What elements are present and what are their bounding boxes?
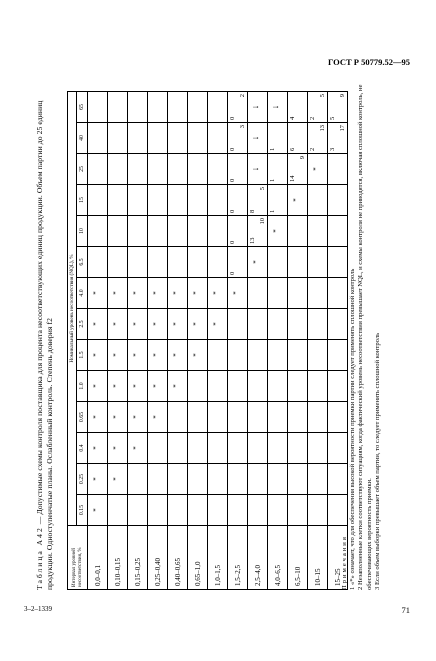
table-cell — [108, 92, 128, 123]
table-cell — [208, 154, 228, 185]
table-cell — [128, 154, 148, 185]
table-cell — [188, 371, 208, 402]
column-header: 1.0 — [77, 371, 88, 402]
notes-title: Примечания — [341, 535, 348, 590]
table-cell — [308, 309, 328, 340]
row-label: 6,5–10 — [288, 526, 308, 590]
table-cell — [88, 92, 108, 123]
asterisk-mark: * — [92, 322, 100, 326]
asterisk-mark: * — [132, 446, 140, 450]
asterisk-mark: * — [92, 477, 100, 481]
row-label: 2,5–4,0 — [248, 526, 268, 590]
table-cell — [248, 123, 268, 154]
acceptance-number: 13 — [319, 125, 326, 132]
table-cell — [268, 340, 288, 371]
table-cell — [108, 123, 128, 154]
note-3: 3 Если объем выборки превышает объем партии, то следует применять сплошной контроль — [373, 332, 381, 590]
sample-size: 0 — [229, 116, 236, 120]
arrow-down-icon: ↓ — [250, 135, 260, 141]
row-label: 0,40–0,65 — [168, 526, 188, 590]
sample-size: 6 — [289, 147, 296, 151]
table-cell — [168, 247, 188, 278]
sample-size: 1 — [269, 209, 276, 213]
table-cell — [168, 92, 188, 123]
table-cell — [208, 247, 228, 278]
sample-size: 4 — [289, 116, 296, 120]
table-cell — [88, 247, 108, 278]
table-cell — [308, 92, 328, 123]
sample-size: 13 — [249, 237, 256, 244]
table-cell — [108, 154, 128, 185]
table-cell — [108, 402, 128, 433]
corner-header: Интервал уровней несоответствия, % — [68, 526, 88, 590]
table-cell — [148, 309, 168, 340]
table-cell — [88, 123, 108, 154]
row-label: 0,0–0,1 — [88, 526, 108, 590]
table-cell — [168, 309, 188, 340]
table-cell — [88, 340, 108, 371]
table-cell — [288, 278, 308, 309]
table-cell — [188, 123, 208, 154]
asterisk-mark: * — [212, 291, 220, 295]
table-cell — [268, 495, 288, 526]
page-number: 71 — [401, 605, 410, 615]
table-cell — [128, 340, 148, 371]
table-cell — [268, 278, 288, 309]
table-cell — [128, 123, 148, 154]
table-row — [268, 92, 288, 590]
table-cell — [268, 464, 288, 495]
table-cell — [108, 433, 128, 464]
table-cell — [88, 216, 108, 247]
table-cell — [168, 495, 188, 526]
table-cell — [308, 340, 328, 371]
asterisk-mark: * — [212, 322, 220, 326]
print-code: 3–2–1339 — [24, 605, 52, 613]
asterisk-mark: * — [112, 415, 120, 419]
asterisk-mark: * — [112, 477, 120, 481]
table-cell — [148, 402, 168, 433]
table-cell — [188, 402, 208, 433]
arrow-down-icon: ↓ — [270, 104, 280, 110]
asterisk-mark: * — [92, 415, 100, 419]
table-cell — [188, 433, 208, 464]
table-cell — [208, 402, 228, 433]
group-header: Номинальный уровень несоответствия (NQL), % — [68, 92, 77, 526]
table-cell — [168, 123, 188, 154]
asterisk-mark: * — [132, 384, 140, 388]
asterisk-mark: * — [132, 415, 140, 419]
asterisk-mark: * — [252, 260, 260, 264]
table-cell — [188, 92, 208, 123]
table-cell — [248, 495, 268, 526]
table-cell — [268, 402, 288, 433]
table-cell — [108, 371, 128, 402]
table-cell — [168, 185, 188, 216]
notes — [341, 82, 382, 590]
arrow-down-icon: ↓ — [250, 104, 260, 110]
asterisk-mark: * — [172, 322, 180, 326]
asterisk-mark: * — [272, 229, 280, 233]
sample-size: 0 — [229, 240, 236, 244]
sample-size: 0 — [229, 147, 236, 151]
table-cell — [208, 371, 228, 402]
column-header: 6.5 — [77, 247, 88, 278]
sample-size: 0 — [229, 178, 236, 182]
table-cell — [148, 247, 168, 278]
table-cell — [88, 402, 108, 433]
note-1: 1 «*» означает, что для обеспечения высокой вероятности приемки партии следует применять сплошной контроль — [349, 268, 357, 590]
table-cell — [188, 309, 208, 340]
table-cell — [148, 92, 168, 123]
table-cell — [308, 247, 328, 278]
table-cell — [128, 464, 148, 495]
table-cell — [288, 247, 308, 278]
table-cell — [248, 340, 268, 371]
acceptance-number: 5 — [319, 94, 326, 98]
table-cell — [108, 185, 128, 216]
acceptance-number: 17 — [339, 125, 346, 132]
table-cell — [288, 495, 308, 526]
table-cell — [208, 433, 228, 464]
row-label: 4,0–6,5 — [268, 526, 288, 590]
row-label: 0,25–0,40 — [148, 526, 168, 590]
table-cell — [228, 185, 248, 216]
asterisk-mark: * — [92, 508, 100, 512]
row-label: 0,15–0,25 — [128, 526, 148, 590]
acceptance-number: 2 — [239, 94, 246, 98]
table-cell — [108, 464, 128, 495]
column-header: 25 — [77, 154, 88, 185]
asterisk-mark: * — [112, 384, 120, 388]
table-cell — [88, 309, 108, 340]
table-cell — [228, 247, 248, 278]
sample-size: 1 — [269, 147, 276, 151]
table-cell — [188, 216, 208, 247]
sample-size: 1 — [269, 178, 276, 182]
row-label: 15–25 — [328, 526, 348, 590]
table-cell — [248, 154, 268, 185]
table-cell — [208, 278, 228, 309]
sample-size: 14 — [289, 175, 296, 182]
table-cell — [128, 402, 148, 433]
table-cell — [128, 433, 148, 464]
table-cell — [168, 433, 188, 464]
asterisk-mark: * — [92, 353, 100, 357]
table-cell — [228, 464, 248, 495]
table-cell — [268, 185, 288, 216]
table-cell — [288, 340, 308, 371]
table-cell — [248, 402, 268, 433]
table-cell — [248, 278, 268, 309]
acceptance-number: 9 — [339, 94, 346, 98]
table-cell — [148, 340, 168, 371]
table-cell — [188, 340, 208, 371]
column-header: 40 — [77, 123, 88, 154]
table-cell — [168, 371, 188, 402]
table-row — [168, 92, 188, 590]
asterisk-mark: * — [292, 198, 300, 202]
column-header: 0.4 — [77, 433, 88, 464]
table-cell — [148, 154, 168, 185]
table-cell — [288, 185, 308, 216]
sample-size: 0 — [229, 271, 236, 275]
table-cell — [248, 92, 268, 123]
sample-size: 2 — [309, 116, 316, 120]
table-cell — [228, 340, 248, 371]
table-cell — [208, 340, 228, 371]
table-cell — [228, 495, 248, 526]
table-row — [128, 92, 148, 590]
row-label: 10–15 — [308, 526, 328, 590]
table-cell — [108, 495, 128, 526]
note-2: 2 Незаполненные клетки соответствуют ситуациям, когда фактический уровень несоответствия превышает NQL, и схемы контроля не приводятся, включая сплошной контроль, не обеспечивающих вероятность приемки. — [357, 84, 373, 590]
sample-size: 3 — [329, 147, 336, 151]
table-cell — [128, 495, 148, 526]
table-cell — [268, 123, 288, 154]
table-cell — [268, 92, 288, 123]
asterisk-mark: * — [152, 322, 160, 326]
asterisk-mark: * — [112, 322, 120, 326]
table-row — [248, 92, 268, 590]
row-label: 0,65–1,0 — [188, 526, 208, 590]
table-cell — [188, 185, 208, 216]
asterisk-mark: * — [92, 384, 100, 388]
table-row — [148, 92, 168, 590]
asterisk-mark: * — [132, 322, 140, 326]
acceptance-number: 9 — [299, 156, 306, 160]
table-cell — [208, 123, 228, 154]
caption-label: Таблица А42 — [35, 526, 44, 590]
table-cell — [128, 185, 148, 216]
asterisk-mark: * — [232, 291, 240, 295]
asterisk-mark: * — [132, 291, 140, 295]
asterisk-mark: * — [192, 353, 200, 357]
table-cell — [228, 123, 248, 154]
table-cell — [188, 278, 208, 309]
sample-size: 8 — [249, 209, 256, 213]
table-cell — [168, 154, 188, 185]
table-cell — [308, 464, 328, 495]
table-cell — [148, 433, 168, 464]
table-cell — [208, 309, 228, 340]
table-cell — [88, 185, 108, 216]
table-cell — [128, 278, 148, 309]
table-cell — [288, 123, 308, 154]
table-cell — [308, 433, 328, 464]
table-cell — [248, 247, 268, 278]
table-cell — [148, 123, 168, 154]
column-header: 10 — [77, 216, 88, 247]
table-row — [188, 92, 208, 590]
column-header: 2.5 — [77, 309, 88, 340]
table-cell — [268, 247, 288, 278]
table-cell — [88, 464, 108, 495]
table-cell — [228, 154, 248, 185]
table-cell — [128, 92, 148, 123]
table-cell — [248, 309, 268, 340]
asterisk-mark: * — [152, 384, 160, 388]
acceptance-number: 10 — [259, 218, 266, 225]
table-cell — [288, 402, 308, 433]
table-cell — [248, 216, 268, 247]
table-cell — [128, 371, 148, 402]
table-cell — [228, 216, 248, 247]
table-cell — [148, 216, 168, 247]
table-cell — [228, 402, 248, 433]
table-cell — [268, 433, 288, 464]
arrow-down-icon: ↓ — [250, 166, 260, 172]
table-cell — [128, 309, 148, 340]
table-cell — [308, 278, 328, 309]
table-cell — [228, 278, 248, 309]
row-label: 1,0–1,5 — [208, 526, 228, 590]
table-cell — [288, 154, 308, 185]
asterisk-mark: * — [172, 384, 180, 388]
row-label: 0,10–0,15 — [108, 526, 128, 590]
asterisk-mark: * — [132, 353, 140, 357]
table-cell — [208, 495, 228, 526]
table-cell — [88, 433, 108, 464]
table-cell — [88, 278, 108, 309]
table-cell — [268, 154, 288, 185]
table-cell — [228, 371, 248, 402]
table-cell — [108, 216, 128, 247]
row-label: 1,5–2,5 — [228, 526, 248, 590]
table-cell — [308, 123, 328, 154]
table-cell — [168, 340, 188, 371]
document-id: ГОСТ Р 50779.52—95 — [327, 57, 410, 67]
acceptance-number: 3 — [239, 125, 246, 129]
sample-size: 5 — [329, 116, 336, 120]
table-cell — [228, 92, 248, 123]
table-cell — [108, 247, 128, 278]
column-header: 0.15 — [77, 495, 88, 526]
table-cell — [308, 371, 328, 402]
asterisk-mark: * — [152, 353, 160, 357]
table-caption — [35, 82, 55, 590]
table-cell — [208, 92, 228, 123]
asterisk-mark: * — [192, 291, 200, 295]
table-cell — [188, 495, 208, 526]
table-row — [308, 92, 328, 590]
column-header: 0.25 — [77, 464, 88, 495]
table-cell — [128, 247, 148, 278]
table-cell — [148, 278, 168, 309]
table-cell — [108, 340, 128, 371]
table-cell — [268, 371, 288, 402]
table-cell — [128, 216, 148, 247]
table-row — [228, 92, 248, 590]
table-cell — [288, 92, 308, 123]
table-cell — [148, 495, 168, 526]
table-cell — [148, 464, 168, 495]
table-cell — [168, 402, 188, 433]
column-header: 65 — [77, 92, 88, 123]
asterisk-mark: * — [92, 446, 100, 450]
table-cell — [288, 464, 308, 495]
caption-text: — Допустимые схемы контроля поставщика для процента несоответствующих единиц продукции. Объем партии до 25 единиц продукции. Одноступенчатые планы. Ослабленный контроль. Степень доверия f2 — [35, 100, 54, 590]
table-cell — [148, 371, 168, 402]
column-header-row — [77, 92, 88, 590]
acceptance-number: 5 — [259, 187, 266, 191]
table-cell — [188, 154, 208, 185]
table-cell — [288, 371, 308, 402]
table-cell — [288, 309, 308, 340]
table-cell — [288, 433, 308, 464]
table-cell — [88, 495, 108, 526]
table-cell — [108, 309, 128, 340]
table-cell — [248, 433, 268, 464]
table-cell — [208, 216, 228, 247]
asterisk-mark: * — [172, 353, 180, 357]
table-cell — [308, 402, 328, 433]
table-cell — [188, 247, 208, 278]
table-body — [88, 92, 348, 590]
sample-size: 2 — [309, 147, 316, 151]
table-row — [88, 92, 108, 590]
table-cell — [208, 185, 228, 216]
asterisk-mark: * — [172, 291, 180, 295]
asterisk-mark: * — [192, 322, 200, 326]
table-cell — [188, 464, 208, 495]
table-cell — [108, 278, 128, 309]
table-cell — [248, 371, 268, 402]
column-header: 0.65 — [77, 402, 88, 433]
asterisk-mark: * — [112, 446, 120, 450]
sample-size: 0 — [229, 209, 236, 213]
asterisk-mark: * — [112, 291, 120, 295]
table-cell — [268, 309, 288, 340]
table-cell — [308, 185, 328, 216]
table-cell — [228, 433, 248, 464]
asterisk-mark: * — [152, 291, 160, 295]
table-row — [208, 92, 228, 590]
table-row — [288, 92, 308, 590]
table-cell — [308, 216, 328, 247]
table-cell — [248, 464, 268, 495]
table-cell — [228, 309, 248, 340]
plan-table — [67, 91, 348, 590]
table-cell — [88, 154, 108, 185]
table-cell — [168, 216, 188, 247]
table-cell — [308, 154, 328, 185]
rotated-page-content — [35, 82, 401, 590]
table-cell — [168, 278, 188, 309]
asterisk-mark: * — [92, 291, 100, 295]
table-cell — [308, 495, 328, 526]
asterisk-mark: * — [312, 167, 320, 171]
table-cell — [88, 371, 108, 402]
asterisk-mark: * — [112, 353, 120, 357]
table-cell — [208, 464, 228, 495]
asterisk-mark: * — [152, 415, 160, 419]
table-cell — [268, 216, 288, 247]
table-cell — [248, 185, 268, 216]
table-cell — [148, 185, 168, 216]
table-cell — [168, 464, 188, 495]
column-header: 4.0 — [77, 278, 88, 309]
column-header: 1.5 — [77, 340, 88, 371]
column-header: 15 — [77, 185, 88, 216]
table-cell — [288, 216, 308, 247]
table-row — [108, 92, 128, 590]
